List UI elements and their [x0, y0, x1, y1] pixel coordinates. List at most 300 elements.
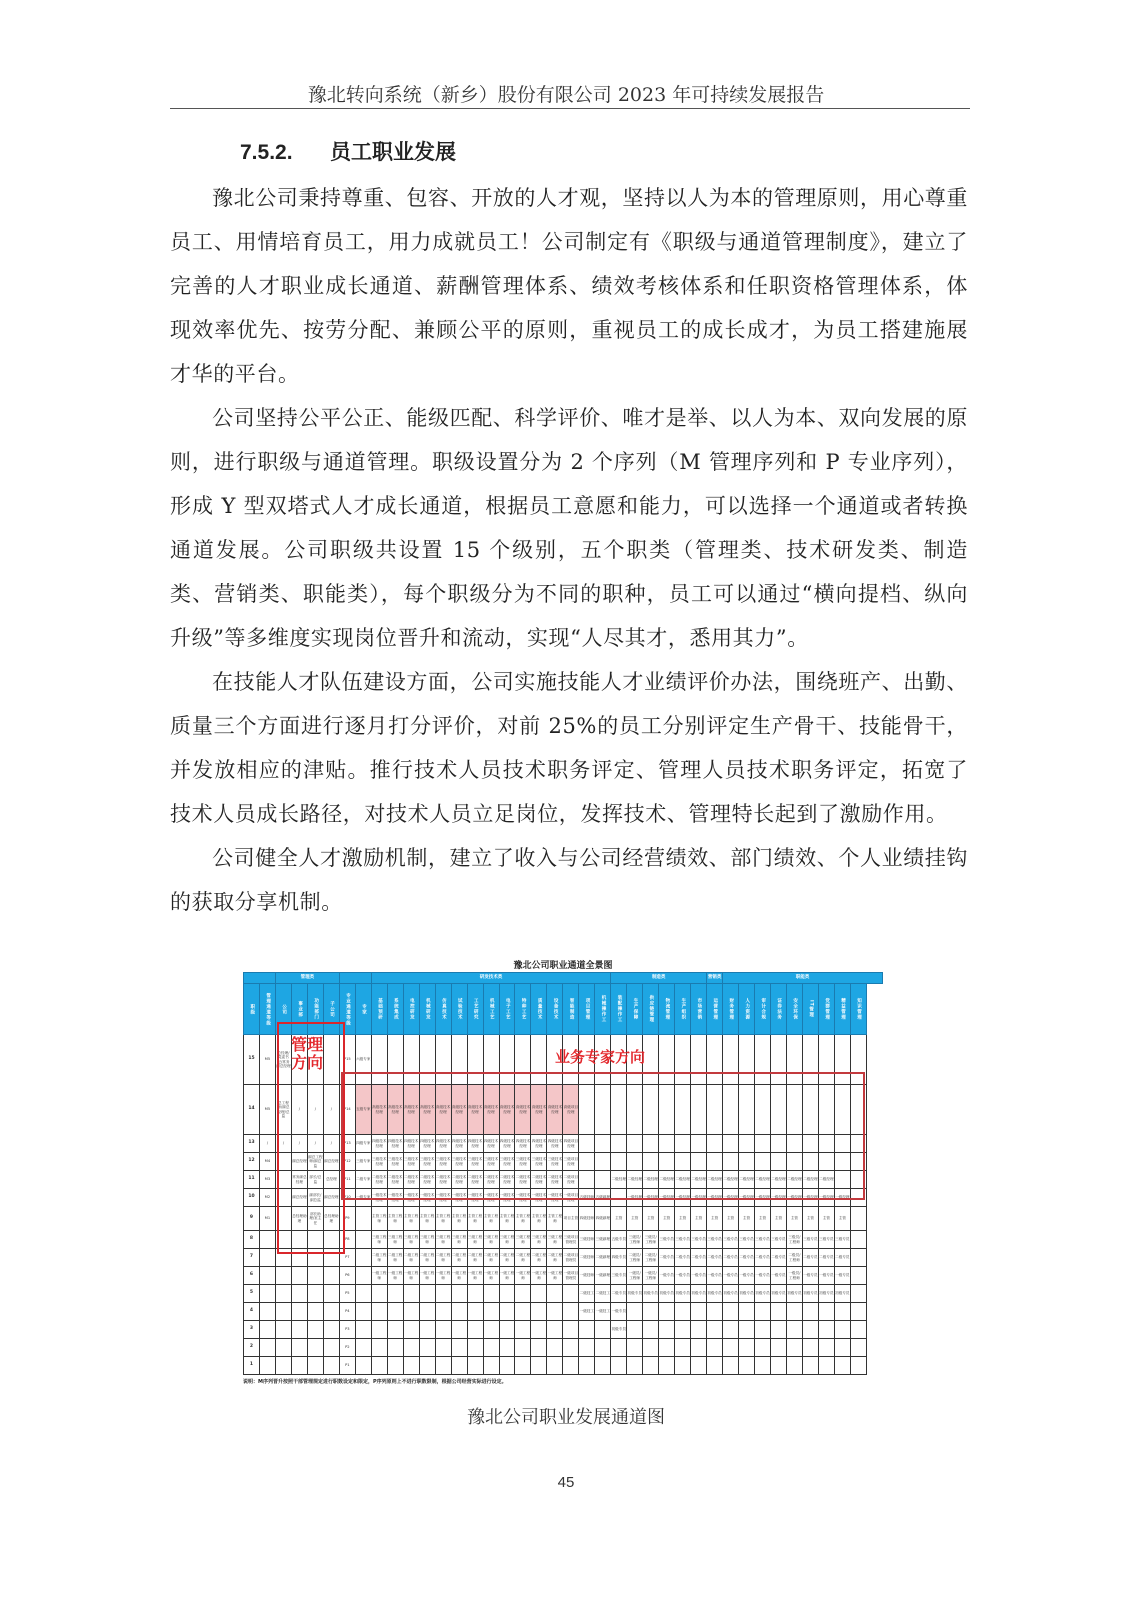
position-cell: 主管 — [627, 1207, 643, 1231]
position-cell — [387, 1357, 403, 1375]
management-cell — [323, 1357, 339, 1375]
position-cell — [435, 1321, 451, 1339]
category-header-row — [244, 973, 883, 984]
position-cell: 一级经理 — [818, 1189, 834, 1207]
management-cell: / — [291, 1085, 307, 1135]
position-cell: 四级技术经理 — [371, 1135, 387, 1153]
position-cell: 项目主管 — [563, 1207, 579, 1231]
column-header: 公司 — [275, 984, 291, 1035]
position-cell — [850, 1321, 866, 1339]
position-cell — [579, 1321, 595, 1339]
position-cell — [707, 1303, 723, 1321]
column-header: 运营管理 — [707, 984, 723, 1035]
position-cell: 一级工程师 — [403, 1267, 419, 1285]
position-cell — [802, 1321, 818, 1339]
position-cell — [403, 1035, 419, 1085]
position-cell: 二级技术经理 — [403, 1171, 419, 1189]
position-cell: 三级专员 — [611, 1267, 627, 1285]
position-cell: 一级专员 — [659, 1267, 675, 1285]
professional-grade-cell: P1 — [339, 1357, 355, 1375]
position-cell — [834, 1085, 850, 1135]
management-cell — [275, 1357, 291, 1375]
position-cell — [387, 1303, 403, 1321]
table-row — [244, 1085, 883, 1135]
position-cell — [371, 1035, 387, 1085]
column-header: 机械操作工 — [595, 984, 611, 1035]
paragraph: 在技能人才队伍建设方面，公司实施技能人才业绩评价办法，围绕班产、出勤、质量三个方面进行逐月打分评价，对前 25%的员工分别评定生产骨干、技能骨干，并发放相应的津贴。推行技术人员技术职务评定、管理人员技术职务评定，拓宽了技术人员成长路径，对技术人员立足岗位，发挥技术、管理特长起到了激励作用。 — [170, 670, 968, 826]
position-cell — [467, 1303, 483, 1321]
position-cell — [403, 1321, 419, 1339]
position-cell: 一级工程师 — [547, 1267, 563, 1285]
position-cell — [595, 1171, 611, 1189]
position-cell — [611, 1339, 627, 1357]
position-cell: 初级专员 — [691, 1285, 707, 1303]
management-grade-cell — [259, 1249, 275, 1267]
position-cell — [467, 1035, 483, 1085]
position-cell: 一级专员 — [707, 1267, 723, 1285]
management-cell — [275, 1249, 291, 1267]
position-cell — [786, 1135, 802, 1153]
position-cell — [691, 1321, 707, 1339]
management-grade-cell: M3 — [259, 1171, 275, 1189]
position-cell: 二级技术经理 — [499, 1171, 515, 1189]
position-cell — [499, 1285, 515, 1303]
position-cell: 一级经理 — [675, 1189, 691, 1207]
management-cell — [275, 1285, 291, 1303]
management-cell — [275, 1303, 291, 1321]
position-cell: 三级工程师 — [547, 1231, 563, 1249]
position-cell: 一级专员 — [818, 1267, 834, 1285]
position-cell — [451, 1321, 467, 1339]
position-cell: 一级员/工程师 — [786, 1267, 802, 1285]
table-row — [244, 1357, 883, 1375]
position-cell — [467, 1339, 483, 1357]
page-number: 45 — [557, 1474, 575, 1491]
position-cell — [659, 1135, 675, 1153]
column-header: 质量技术 — [531, 984, 547, 1035]
management-cell — [307, 1321, 323, 1339]
position-cell: 三级工程师 — [467, 1231, 483, 1249]
position-cell — [499, 1339, 515, 1357]
position-cell — [531, 1285, 547, 1303]
position-cell — [371, 1285, 387, 1303]
management-cell: 副总经理 — [291, 1189, 307, 1207]
expert-cell — [355, 1339, 371, 1357]
position-cell: 二级专员 — [659, 1249, 675, 1267]
position-cell — [675, 1085, 691, 1135]
position-cell: 三级员/工程师 — [627, 1231, 643, 1249]
position-cell: 三级专员 — [802, 1231, 818, 1249]
position-cell — [675, 1303, 691, 1321]
management-cell: 副部长/副总监 — [307, 1189, 323, 1207]
position-cell: 一级经理 — [723, 1189, 739, 1207]
position-cell — [786, 1357, 802, 1375]
position-cell — [499, 1357, 515, 1375]
header-divider — [170, 108, 970, 109]
position-cell — [659, 1321, 675, 1339]
management-cell — [323, 1321, 339, 1339]
column-header: 安全环保 — [786, 984, 802, 1035]
position-cell — [691, 1153, 707, 1171]
position-cell: 二级专员 — [723, 1249, 739, 1267]
position-cell — [627, 1303, 643, 1321]
position-cell: 四级技术经理 — [483, 1135, 499, 1153]
position-cell — [850, 1171, 866, 1189]
position-cell — [451, 1285, 467, 1303]
category-header: 研发技术类 — [371, 973, 611, 984]
position-cell: 主管 — [770, 1207, 786, 1231]
position-cell: 一级经理 — [643, 1189, 659, 1207]
level-cell: 13 — [244, 1135, 260, 1153]
position-cell: 二级工程师 — [419, 1249, 435, 1267]
position-cell: 初级专员 — [739, 1285, 755, 1303]
position-cell: 二级工程师 — [547, 1249, 563, 1267]
position-cell — [659, 1035, 675, 1085]
position-cell — [770, 1085, 786, 1135]
position-cell: 初级专员 — [675, 1285, 691, 1303]
category-header: 职能类 — [723, 973, 883, 984]
professional-grade-cell: P11 — [339, 1171, 355, 1189]
position-cell — [531, 1035, 547, 1085]
column-header: 电控研发 — [403, 984, 419, 1035]
position-cell: 四级技术经理 — [531, 1135, 547, 1153]
position-cell: 一级工程师 — [435, 1267, 451, 1285]
management-cell — [307, 1285, 323, 1303]
position-cell — [467, 1357, 483, 1375]
position-cell — [547, 1321, 563, 1339]
position-cell: 二级专员 — [834, 1249, 850, 1267]
category-header: 营销类 — [707, 973, 723, 984]
column-header: 仿真技术 — [435, 984, 451, 1035]
position-cell — [419, 1321, 435, 1339]
position-cell — [850, 1135, 866, 1153]
expert-cell — [355, 1285, 371, 1303]
position-cell: 三级工程师 — [435, 1231, 451, 1249]
column-header-row — [244, 984, 883, 1035]
position-cell: 一级技术经理 — [483, 1189, 499, 1207]
position-cell: 初级专员 — [770, 1285, 786, 1303]
position-cell: 一级专员 — [723, 1267, 739, 1285]
position-cell: 二级技术经理 — [419, 1171, 435, 1189]
management-grade-cell: M4 — [259, 1153, 275, 1171]
position-cell — [739, 1321, 755, 1339]
position-cell: 主管工程师 — [371, 1207, 387, 1231]
position-cell — [531, 1303, 547, 1321]
position-cell: 一级工程师 — [515, 1267, 531, 1285]
management-cell — [291, 1339, 307, 1357]
position-cell — [723, 1303, 739, 1321]
management-cell: 副总经理 — [291, 1153, 307, 1171]
position-cell — [802, 1303, 818, 1321]
column-header: 设备技术 — [547, 984, 563, 1035]
position-cell — [675, 1339, 691, 1357]
position-cell: 一级经理 — [834, 1189, 850, 1207]
position-cell — [691, 1085, 707, 1135]
position-cell: 一级工程师 — [499, 1267, 515, 1285]
position-cell: 一级专员 — [691, 1267, 707, 1285]
position-cell — [483, 1357, 499, 1375]
professional-grade-cell: P13 — [339, 1135, 355, 1153]
position-cell: 高级技术经理 — [403, 1085, 419, 1135]
position-cell — [579, 1085, 595, 1135]
column-header: 市场营销 — [691, 984, 707, 1035]
position-cell — [563, 1357, 579, 1375]
position-cell: 高级技术经理 — [435, 1085, 451, 1135]
position-cell: 主管工程师 — [435, 1207, 451, 1231]
position-cell — [643, 1303, 659, 1321]
position-cell: 一级工程师 — [419, 1267, 435, 1285]
management-cell: 总经理/党委书记/常务副总经理 — [275, 1035, 291, 1085]
expert-cell: 六级专家 — [355, 1035, 371, 1085]
management-grade-cell — [259, 1303, 275, 1321]
category-header: 管理类 — [275, 973, 339, 984]
position-cell — [802, 1085, 818, 1135]
position-cell: 三级技术经理 — [515, 1153, 531, 1171]
position-cell: 二级经理 — [723, 1171, 739, 1189]
professional-grade-cell: P9 — [339, 1207, 355, 1231]
position-cell — [770, 1035, 786, 1085]
position-cell: 一级技术经理 — [403, 1189, 419, 1207]
category-header — [244, 973, 276, 984]
column-header: 事业部 — [291, 984, 307, 1035]
position-cell: 主管工程师 — [451, 1207, 467, 1231]
position-cell — [739, 1303, 755, 1321]
management-cell — [275, 1267, 291, 1285]
position-cell: 三级技术经理 — [435, 1153, 451, 1171]
position-cell: 主管 — [675, 1207, 691, 1231]
position-cell — [850, 1085, 866, 1135]
section-number: 7.5.2. — [240, 141, 293, 164]
position-cell — [755, 1303, 771, 1321]
paragraph: 公司健全人才激励机制，建立了收入与公司经营绩效、部门绩效、个人业绩挂钩的获取分享机制。 — [170, 846, 968, 914]
position-cell — [515, 1321, 531, 1339]
position-cell — [419, 1285, 435, 1303]
position-cell — [499, 1035, 515, 1085]
level-cell: 6 — [244, 1267, 260, 1285]
position-cell — [786, 1303, 802, 1321]
position-cell: 三级专员 — [707, 1231, 723, 1249]
column-header: 机械工艺 — [483, 984, 499, 1035]
position-cell: 二级员/工程师 — [786, 1249, 802, 1267]
column-header: 审计合规 — [755, 984, 771, 1035]
position-cell: 二级员/工程师 — [627, 1249, 643, 1267]
position-cell: 三级技术经理 — [371, 1153, 387, 1171]
position-cell — [850, 1035, 866, 1085]
professional-grade-cell: P4 — [339, 1303, 355, 1321]
position-cell — [786, 1339, 802, 1357]
position-cell — [850, 1207, 866, 1231]
position-cell — [435, 1035, 451, 1085]
paragraph: 豫北公司秉持尊重、包容、开放的人才观，坚持以人为本的管理原则，用心尊重员工、用情培育员工，用力成就员工！公司制定有《职级与通道管理制度》，建立了完善的人才职业成长通道、薪酬管理体系、绩效考核体系和任职资格管理体系，体现效率优先、按劳分配、兼顾公平的原则，重视员工的成长成才，为员工搭建施展才华的平台。 — [170, 186, 968, 386]
position-cell — [755, 1321, 771, 1339]
position-cell — [403, 1357, 419, 1375]
position-cell: 三级专员 — [834, 1231, 850, 1249]
position-cell — [611, 1085, 627, 1135]
column-header: 供应链管理 — [643, 984, 659, 1035]
position-cell — [467, 1321, 483, 1339]
professional-grade-cell: P12 — [339, 1153, 355, 1171]
position-cell — [818, 1135, 834, 1153]
management-cell — [323, 1035, 339, 1085]
position-cell — [627, 1339, 643, 1357]
column-header: 生产保障 — [627, 984, 643, 1035]
expert-cell — [355, 1231, 371, 1249]
position-cell: 三级技师 — [579, 1231, 595, 1249]
position-cell: 二级经理 — [611, 1171, 627, 1189]
position-cell — [770, 1135, 786, 1153]
position-cell: 二级技术经理 — [387, 1171, 403, 1189]
position-cell: 二级经理 — [755, 1171, 771, 1189]
figure-note: 说明：M序列晋升按照干部管理规定进行职数设定和限定，P序列原则上不进行职数限制，根据公司经营实际进行设定。 — [243, 1379, 507, 1385]
position-cell — [483, 1321, 499, 1339]
position-cell: 三级工程师 — [371, 1231, 387, 1249]
table-row — [244, 1153, 883, 1171]
position-cell — [371, 1357, 387, 1375]
expert-cell: 四级专家 — [355, 1135, 371, 1153]
position-cell: 一级专员 — [755, 1267, 771, 1285]
position-cell — [419, 1303, 435, 1321]
management-cell — [291, 1249, 307, 1267]
position-cell — [579, 1339, 595, 1357]
position-cell — [739, 1339, 755, 1357]
position-cell: 主管工程师 — [387, 1207, 403, 1231]
level-cell: 4 — [244, 1303, 260, 1321]
position-cell: 二级技术经理 — [547, 1171, 563, 1189]
position-cell — [755, 1153, 771, 1171]
position-cell — [643, 1085, 659, 1135]
position-cell: 二级工程师 — [371, 1249, 387, 1267]
table-row — [244, 1249, 883, 1267]
position-cell — [451, 1303, 467, 1321]
position-cell — [675, 1153, 691, 1171]
position-cell: 二级专员 — [675, 1249, 691, 1267]
position-cell — [595, 1085, 611, 1135]
position-cell: 三级专员 — [723, 1231, 739, 1249]
level-cell: 9 — [244, 1207, 260, 1231]
expert-cell: 二级专家 — [355, 1171, 371, 1189]
position-cell — [834, 1035, 850, 1085]
position-cell: 四级技术经理 — [435, 1135, 451, 1153]
position-cell: 四级技术经理 — [467, 1135, 483, 1153]
management-cell: / — [307, 1085, 323, 1135]
position-cell: 四级项目经理 — [563, 1135, 579, 1153]
position-cell: 一级专员 — [834, 1267, 850, 1285]
position-cell: 一级工程师 — [371, 1267, 387, 1285]
position-cell: 二级技术经理 — [371, 1171, 387, 1189]
position-cell — [850, 1231, 866, 1249]
position-cell: 二级工程师 — [451, 1249, 467, 1267]
position-cell — [786, 1321, 802, 1339]
position-cell — [563, 1285, 579, 1303]
position-cell — [371, 1303, 387, 1321]
position-cell — [659, 1085, 675, 1135]
position-cell: 二级经理 — [643, 1171, 659, 1189]
column-header: 生产组织 — [675, 984, 691, 1035]
management-cell — [275, 1207, 291, 1231]
position-cell: 二级技术经理 — [451, 1171, 467, 1189]
professional-grade-cell: P3 — [339, 1321, 355, 1339]
position-cell: 三级技术经理 — [403, 1153, 419, 1171]
position-cell: 四级技师 — [579, 1207, 595, 1231]
position-cell — [818, 1303, 834, 1321]
position-cell — [850, 1189, 866, 1207]
management-grade-cell: M1 — [259, 1207, 275, 1231]
column-header: 特种工艺 — [515, 984, 531, 1035]
position-cell — [850, 1285, 866, 1303]
position-cell: 主管 — [818, 1207, 834, 1231]
position-cell: 一级工程师 — [531, 1267, 547, 1285]
position-cell: 主管工程师 — [531, 1207, 547, 1231]
management-cell — [307, 1303, 323, 1321]
position-cell: 初级专员 — [659, 1285, 675, 1303]
position-cell: 高级项目经理 — [563, 1085, 579, 1135]
position-cell — [675, 1135, 691, 1153]
position-cell: 一级副理 — [595, 1267, 611, 1285]
position-cell — [467, 1285, 483, 1303]
position-cell: 一级经理 — [770, 1189, 786, 1207]
position-cell: 初级专员 — [611, 1321, 627, 1339]
management-cell: 总经理 — [323, 1171, 339, 1189]
position-cell — [611, 1357, 627, 1375]
position-cell: 二级技工 — [579, 1285, 595, 1303]
position-cell — [435, 1339, 451, 1357]
position-cell — [611, 1153, 627, 1171]
position-cell: 一级工程师 — [451, 1267, 467, 1285]
position-cell: 二级技术经理 — [467, 1171, 483, 1189]
level-cell: 5 — [244, 1285, 260, 1303]
position-cell — [850, 1153, 866, 1171]
position-cell: 三级技术经理 — [451, 1153, 467, 1171]
column-header: 系统集成 — [387, 984, 403, 1035]
position-cell — [834, 1357, 850, 1375]
position-cell — [435, 1285, 451, 1303]
position-cell: 主管 — [691, 1207, 707, 1231]
position-cell: 三级工程师 — [531, 1231, 547, 1249]
management-cell — [291, 1321, 307, 1339]
management-cell: 常务副总经理 — [291, 1171, 307, 1189]
position-cell: 三级工程师 — [483, 1231, 499, 1249]
column-header: 知识管理 — [850, 984, 866, 1035]
column-header: 基础预研 — [371, 984, 387, 1035]
position-cell — [723, 1153, 739, 1171]
position-cell — [691, 1303, 707, 1321]
position-cell — [387, 1339, 403, 1357]
position-cell — [818, 1321, 834, 1339]
management-cell: 副总经理 — [323, 1189, 339, 1207]
position-cell — [707, 1085, 723, 1135]
position-cell — [419, 1339, 435, 1357]
position-cell: 一级技术经理 — [451, 1189, 467, 1207]
position-cell: 三级副理 — [595, 1231, 611, 1249]
column-header: 管理通道等级 — [259, 984, 275, 1035]
position-cell — [627, 1085, 643, 1135]
position-cell — [563, 1321, 579, 1339]
position-cell: 二级项目经理 — [563, 1171, 579, 1189]
position-cell — [818, 1153, 834, 1171]
position-cell: 二级项目管理员 — [563, 1249, 579, 1267]
position-cell — [371, 1339, 387, 1357]
position-cell — [755, 1135, 771, 1153]
position-cell — [770, 1339, 786, 1357]
position-cell: 三级员/工程师 — [786, 1231, 802, 1249]
column-header: 试验技术 — [451, 984, 467, 1035]
position-cell: 主管 — [739, 1207, 755, 1231]
position-cell: 一级技工 — [579, 1303, 595, 1321]
position-cell — [627, 1153, 643, 1171]
management-cell: 部长/总监 — [307, 1171, 323, 1189]
position-cell — [659, 1339, 675, 1357]
position-cell — [850, 1249, 866, 1267]
